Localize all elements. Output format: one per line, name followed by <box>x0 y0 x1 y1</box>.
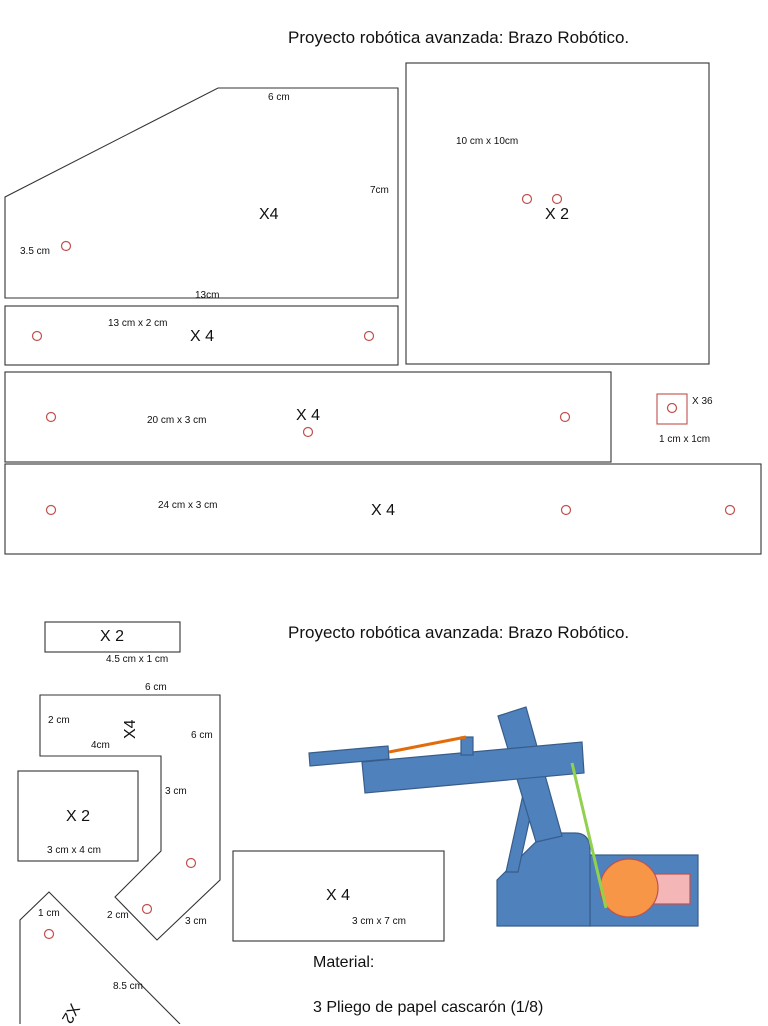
page-title: Proyecto robótica avanzada: Brazo Robótico. <box>288 28 630 47</box>
dimension-label: 13cm <box>195 290 220 301</box>
quantity-label: X 4 <box>296 407 321 424</box>
page-title: Proyecto robótica avanzada: Brazo Robótico. <box>288 623 630 642</box>
quantity-label: X 2 <box>100 628 125 645</box>
dimension-label: 4.5 cm x 1 cm <box>106 654 169 665</box>
hole <box>47 506 56 515</box>
hole <box>143 905 152 914</box>
quantity-label: X 2 <box>66 808 91 825</box>
hole <box>365 332 374 341</box>
dimension-label: 24 cm x 3 cm <box>158 500 218 511</box>
dimension-label: 13 cm x 2 cm <box>108 318 168 329</box>
quantity-label: X 2 <box>545 206 570 223</box>
hole <box>33 332 42 341</box>
dimension-label: 6 cm <box>145 682 167 693</box>
quantity-label: X 4 <box>190 328 215 345</box>
dimension-label: 1 cm <box>38 908 60 919</box>
quantity-label: X4 <box>122 719 139 739</box>
hole <box>523 195 532 204</box>
hole <box>45 930 54 939</box>
dimension-label: 8.5 cm <box>113 981 144 992</box>
material-item: 3 Pliego de papel cascarón (1/8) <box>313 999 544 1016</box>
dimension-label: 3.5 cm <box>20 246 51 257</box>
quantity-label: X4 <box>259 206 279 223</box>
robotic-arm-illustration <box>309 707 698 926</box>
quantity-label: X 36 <box>692 396 713 407</box>
dimension-label: 3 cm x 7 cm <box>352 916 406 927</box>
hole <box>62 242 71 251</box>
piece-side-outline <box>5 88 398 298</box>
hole <box>561 413 570 422</box>
quantity-label: X2 <box>57 1000 83 1026</box>
dimension-label: 3 cm <box>185 916 207 927</box>
hole <box>553 195 562 204</box>
dimension-label: 10 cm x 10cm <box>456 136 519 147</box>
hole <box>562 506 571 515</box>
piece-1x1-outline <box>657 394 687 424</box>
dimension-label: 4cm <box>91 740 110 751</box>
hole <box>304 428 313 437</box>
quantity-label: X 4 <box>326 887 351 904</box>
dimension-label: 3 cm <box>165 786 187 797</box>
dimension-label: 2 cm <box>48 715 70 726</box>
quantity-label: X 4 <box>371 502 396 519</box>
hole <box>47 413 56 422</box>
dimension-label: 6 cm <box>191 730 213 741</box>
hole <box>187 859 196 868</box>
dimension-label: 1 cm x 1cm <box>659 434 711 445</box>
dimension-label: 2 cm <box>107 910 129 921</box>
dimension-label: 6 cm <box>268 92 290 103</box>
hole <box>668 404 677 413</box>
dimension-label: 7cm <box>370 185 389 196</box>
dimension-label: 20 cm x 3 cm <box>147 415 207 426</box>
material-heading: Material: <box>313 954 375 971</box>
hole <box>726 506 735 515</box>
dimension-label: 3 cm x 4 cm <box>47 845 101 856</box>
